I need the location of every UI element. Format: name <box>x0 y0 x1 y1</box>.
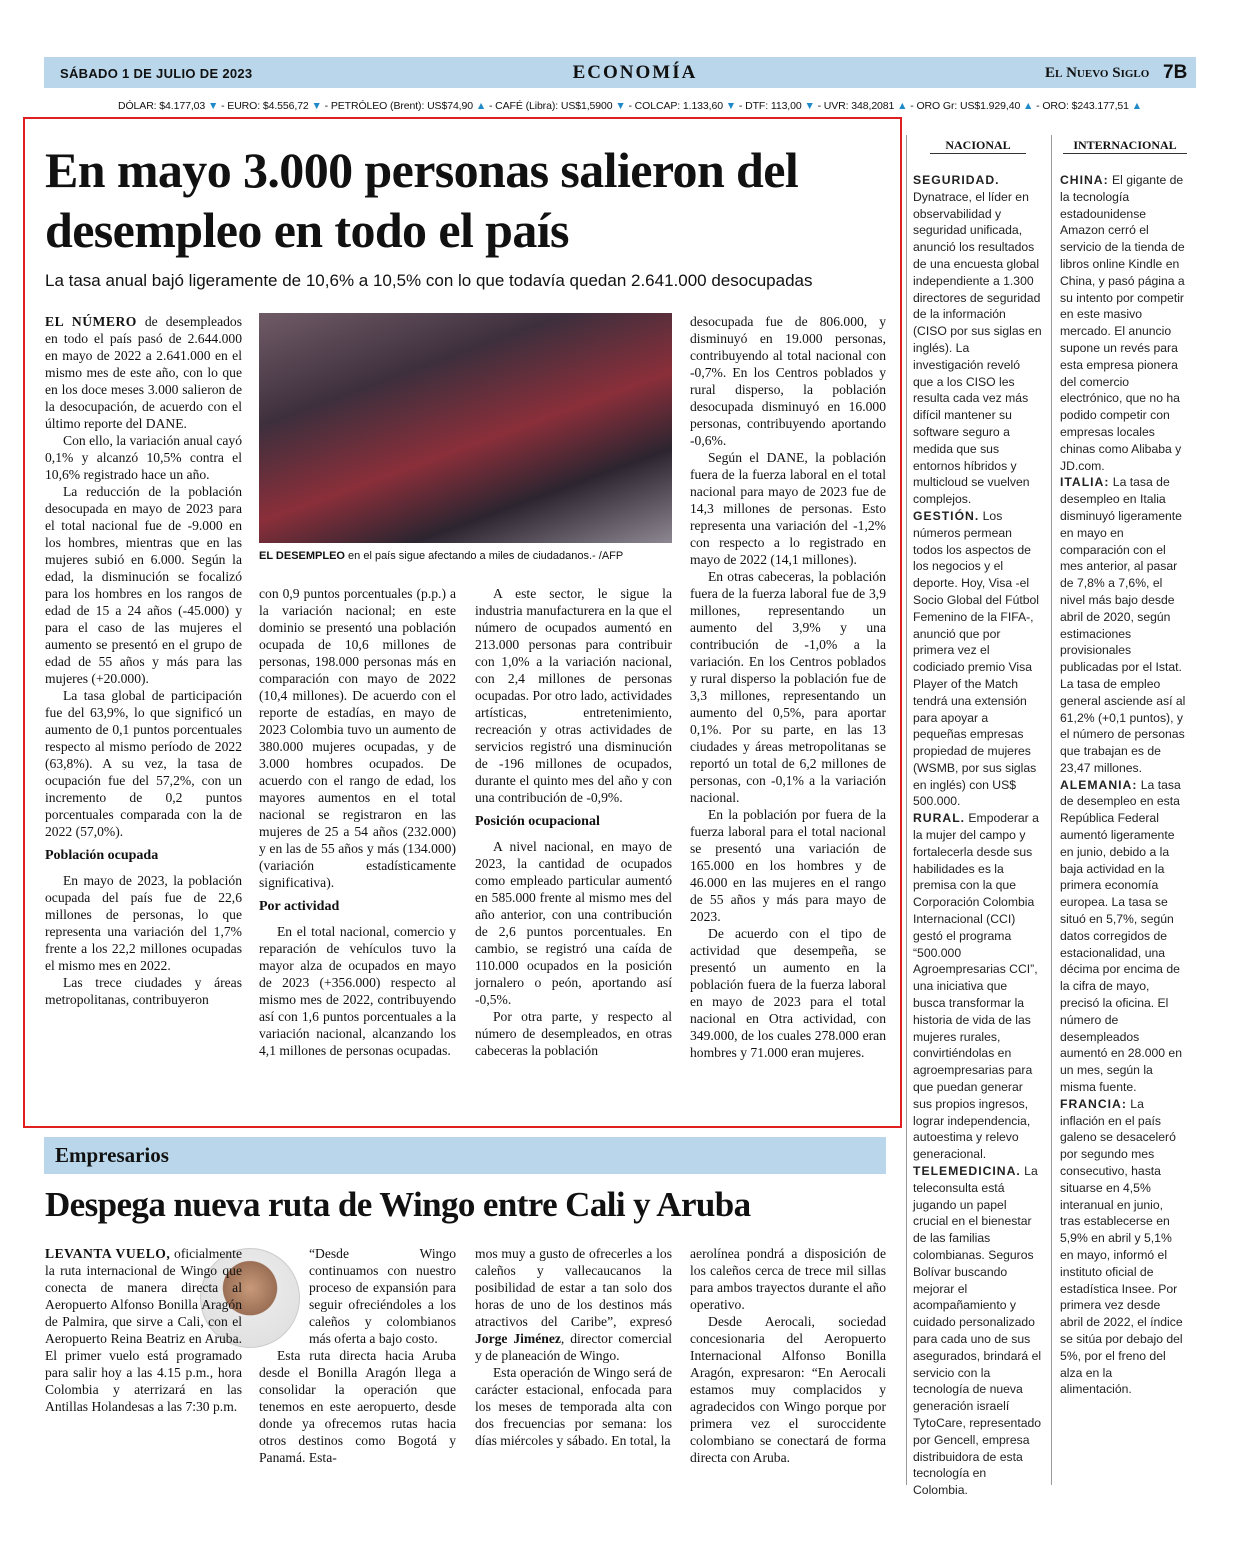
column-rule <box>1051 135 1052 1485</box>
paragraph: A este sector, le sigue la industria manufacturera en la que el número de ocupados aumentó en 213.000 personas para contribuir con 1,0% a la variación nacional, con 2,4 millones de personas ocupadas. Por otro lado, actividades artísticas, entretenimiento, recreación y otras actividades de servicios registró una disminución de -196 millones de ocupados, durante el quinto mes del año y con una contribución de -0,9%. <box>475 586 672 805</box>
article2-column-4 <box>690 1245 886 1466</box>
paragraph: A nivel nacional, en mayo de 2023, la cantidad de ocupados como empleado particular aumentó en 585.000 frente al mismo mes del año anterior, con una contribución de 2,6 puntos porcentuales. En cambio, se registró una caída de 110.000 ocupados en la posición jornalero o peón, aportando así -0,5%. <box>475 839 672 1007</box>
paragraph: En otras cabeceras, la población fuera de la fuerza laboral fue de 3,9 millones, representando un aumento del 3,9% y una contribución de -1,0% a la variación. En los Centros poblados y rural disperso la población fue de 3,3 millones, representando un aumento del 0,5%, para aportar 0,1%. Por su parte, en las 13 ciudades y áreas metropolitanas se reportó un total de 6,2 millones de personas, con -0,1% a la variación nacional. <box>690 569 886 805</box>
paragraph: En mayo de 2023, la población ocupada del país fue de 22,6 millones de personas, lo que representa una variación del 1,7% frente a los 22,2 millones ocupadas el mismo mes en 2022. <box>45 873 242 973</box>
paragraph: desocupada fue de 806.000, y disminuyó en 19.000 personas, contribuyendo al total nacional con -0,7%. En los Centros poblados y rural disperso, la población desocupada disminuyó en 16.000 personas, contribuyendo aportando -0,6%. <box>690 314 886 448</box>
brief-item: GESTIÓN. Los números permean todos los aspectos de los negocios y el deporte. Hoy, Visa -el Socio Global del Fútbol Femenino de la FIFA-, anunció que por primera vez el codiciado premio Visa Player of the Match tendrá una extensión para apoyar a pequeñas empresas propiedad de mujeres (WSMB, por sus siglas en inglés) con US$ 500.000. <box>913 508 1040 809</box>
section-name: ECONOMÍA <box>572 62 698 83</box>
page-number: 7B <box>1163 62 1188 83</box>
paragraph: con 0,9 puntos porcentuales (p.p.) a la variación nacional; en este dominio se presentó una población ocupada de 10,6 millones de personas, 198.000 personas más en comparación con mayo de 2022 (10,4 millones). De acuerdo con el reporte de estadías, en mayo de 2023 Colombia tuvo un aumento de 380.000 mujeres ocupadas, y de 3.000 hombres ocupados. De acuerdo con el rango de edad, los mayores aumentos en el total nacional se registraron en las mujeres de 25 a 54 años (232.000) y en las de 55 años y más (134.000) (variación estadísticamente significativa). <box>259 586 456 890</box>
article-column-4 <box>690 313 886 1061</box>
article2-column-2 <box>259 1245 456 1466</box>
ticker-item: - UVR: 348,2081 ▲ <box>817 100 908 112</box>
brief-item: SEGURIDAD. Dynatrace, el líder en observabilidad y seguridad unificada, anunció los resultados de una encuesta global independiente a 1.300 directores de seguridad de la información (CISO por sus siglas en inglés). La investigación reveló que a los CISO les resulta cada vez más difícil mantener su software seguro a medida que sus entornos híbridos y multicloud se vuelven complejos. <box>913 173 1042 507</box>
paragraph: Esta operación de Wingo será de carácter estacional, enfocada para los meses de temporada alta con dos frecuencias por semana: los días miércoles y sábado. En total, la <box>475 1365 672 1448</box>
issue-date: SÁBADO 1 DE JULIO DE 2023 <box>60 66 253 81</box>
article-headline: En mayo 3.000 personas salieron del desempleo en todo el país <box>45 142 799 258</box>
ticker-item: - DTF: 113,00 ▼ <box>738 100 815 112</box>
paragraph: EL NÚMERO de desempleados en todo el país pasó de 2.644.000 en mayo de 2022 a 2.641.000 en el mismo mes de este año, con lo que en los doce meses 3.000 salieron de la desocupación, de acuerdo con el último reporte del DANE. <box>45 314 242 431</box>
market-ticker <box>118 100 1148 112</box>
paragraph: Desde Aerocali, sociedad concesionaria del Aeropuerto Internacional Alfonso Bonilla Aragón, expresaron: “En Aerocali estamos muy complacidos y agradecidos con Wingo porque por primera vez el suroccidente colombiano se conectará de forma directa con Aruba. <box>690 1314 886 1465</box>
article-column-3 <box>475 585 672 1059</box>
paragraph: Con ello, la variación anual cayó 0,1% y alcanzó 10,5% contra el 10,6% registrado hace un año. <box>45 433 242 482</box>
article2-column-1 <box>45 1245 242 1415</box>
paragraph: aerolínea pondrá a disposición de los caleños cerca de trece mil sillas para ambos trayectos durante el año operativo. <box>690 1246 886 1312</box>
paragraph: La reducción de la población desocupada en mayo de 2023 para el total nacional fue de -9.000 en los hombres, mientras que en las mujeres subió en 6.000. Según la edad, la disminución se focalizó para los hombres en los rangos de edad de 15 a 24 años (-45.000) y para el caso de las mujeres el aumento se presentó en el grupo de edad de 55 años y más para las mujeres (+20.000). <box>45 484 242 686</box>
paragraph: La tasa global de participación fue del 63,9%, lo que significó un aumento de 0,1 puntos porcentuales respecto al mismo período de 2022 (63,8%). A su vez, la tasa de ocupación fue del 57,2%, con un incremento de 0,2 puntos porcentuales comparada con la de 2022 (57,0%). <box>45 688 242 839</box>
ticker-item: - ORO: $243.177,51 ▲ <box>1036 100 1143 112</box>
paragraph: Esta ruta directa hacia Aruba desde el Bonilla Aragón llega a consolidar la operación que tenemos en este aeropuerto, desde donde ya ofrecemos rutas hacia otros destinos como Bogotá y Panamá. Esta- <box>259 1348 456 1465</box>
column-rule <box>906 135 907 1485</box>
ticker-item: - PETRÓLEO (Brent): US$74,90 ▲ <box>324 100 487 112</box>
brief-item: ITALIA: La tasa de desempleo en Italia disminuyó ligeramente en mayo en comparación con el mes anterior, al pasar de 7,8% a 7,6%, el nivel más bajo desde abril de 2020, según estimaciones provisionales publicadas por el Istat. La tasa de empleo general asciende así al 61,2% (+0,1 puntos), y el número de personas que trabajan es de 23,47 millones. <box>1060 475 1186 775</box>
article2-column-3 <box>475 1245 672 1449</box>
internacional-heading: INTERNACIONAL <box>1063 138 1187 154</box>
paragraph: Según el DANE, la población fuera de la fuerza laboral en el total nacional para mayo de 2023 fue de 14,3 millones de personas. Esto representa una variación del -1,2% con respecto a lo registrado en mayo de 2022 (14,1 millones). <box>690 450 886 567</box>
article-column-2 <box>259 585 456 1059</box>
brief-item: TELEMEDICINA. La teleconsulta está jugando un papel crucial en el bienestar de las familias colombianas. Seguros Bolívar buscando mejorar el acompañamiento y cuidado personalizado para cada uno de sus asegurados, brindará el servicio con la tecnología de nueva generación israelí TytoCare, representado por Gencell, empresa distribuidora de esta tecnología en Colombia. <box>913 1164 1042 1498</box>
ticker-item: - EURO: $4.556,72 ▼ <box>221 100 322 112</box>
brief-item: ALEMANIA: La tasa de desempleo en esta República Federal aumentó ligeramente en junio, debido a la baja actividad en la primera economía europea. La tasa se situó en 5,7%, según datos corregidos de estacionalidad, una décima por encima de la cifra de mayo, precisó la oficina. El número de desempleados aumentó en 28.000 en un mes, según la misma fuente. <box>1060 777 1182 1095</box>
subheading: Por actividad <box>259 899 340 914</box>
section-label: Empresarios <box>55 1143 169 1167</box>
ticker-item: - COLCAP: 1.133,60 ▼ <box>628 100 737 112</box>
brief-item: CHINA: El gigante de la tecnología estadounidense Amazon cerró el servicio de la tienda de libros online Kindle en China, y pasó página a su intento por competir en este masivo mercado. El anuncio supone un revés para esta empresa pionera del comercio electrónico, que no ha podido competir con empresas locales chinas como Alibaba y JD.com. <box>1060 173 1185 473</box>
article-column-1 <box>45 313 242 1008</box>
paragraph: mos muy a gusto de ofrecerles a los caleños y vallecaucanos la posibilidad de estar a tan solo dos horas de uno de los destinos más atractivos del Caribe”, expresó Jorge Jiménez, director comercial y de planeación de Wingo. <box>475 1246 672 1363</box>
subheading: Población ocupada <box>45 848 159 863</box>
paragraph: Las trece ciudades y áreas metropolitanas, contribuyeron <box>45 975 242 1007</box>
paragraph: De acuerdo con el tipo de actividad que desempeña, se presentó un aumento en la población fuera de la fuerza laboral en mayo de 2023 para el total nacional en Otra actividad, con 349.000, de los cuales 278.000 eran hombres y 71.000 eran mujeres. <box>690 926 886 1060</box>
nacional-briefs <box>913 172 1042 1499</box>
newspaper-name: El Nuevo Siglo <box>1045 65 1150 81</box>
photo-caption: EL DESEMPLEO en el país sigue afectando a miles de ciudadanos.- /AFP <box>259 550 624 562</box>
ticker-item: - ORO Gr: US$1.929,40 ▲ <box>910 100 1034 112</box>
brief-item: FRANCIA: La inflación en el país galeno se desaceleró por segundo mes consecutivo, hasta situarse en 4,5% interanual en junio, tras establecerse en 5,9% en abril y 5,1% en mayo, informó el instituto oficial de estadística Insee. Por primera vez desde abril de 2022, el índice se sitúa por debajo del 5%, por el freno del alza en la alimentación. <box>1060 1096 1183 1397</box>
section-bar <box>44 1137 886 1174</box>
ticker-item: DÓLAR: $4.177,03 ▼ <box>118 100 219 112</box>
article-deck: La tasa anual bajó ligeramente de 10,6% a 10,5% con lo que todavía quedan 2.641.000 desocupadas <box>45 271 813 290</box>
paragraph: En la población por fuera de la fuerza laboral para el total nacional se presentó una variación de 165.000 en los hombres y de 46.000 en las mujeres en el rango de 55 años y más para mayo de 2023. <box>690 807 886 924</box>
paragraph: LEVANTA VUELO, oficialmente la ruta internacional de Wingo que conecta de manera directa al Aeropuerto Alfonso Bonilla Aragón de Palmira, que sirve a Cali, con el Aeropuerto Reina Beatriz en Aruba. El primer vuelo está programado para salir hoy a las 4.15 p.m., hora Colombia y aterrizará en las Antillas Holandesas a las 7:30 p.m. <box>45 1246 242 1414</box>
internacional-briefs <box>1060 172 1186 1398</box>
paragraph: En el total nacional, comercio y reparación de vehículos tuvo la mayor alza de ocupados en mayo de 2023 (+356.000) respecto al mismo mes de 2022, contribuyendo así con 1,6 puntos porcentuales a la variación nacional, alcanzando los 4,1 millones de personas ocupadas. <box>259 924 456 1058</box>
subheading: Posición ocupacional <box>475 814 600 829</box>
brief-item: RURAL. Empoderar a la mujer del campo y fortalecerla desde sus habilidades es la premisa con la que Corporación Colombia Internacional (CCI) gestó el programa “500.000 Agroempresarias CCI”, una iniciativa que busca transformar la historia de vida de las mujeres rurales, convirtiéndolas en agroempresarias para que puedan generar sus propios ingresos, lograr independencia, autoestima y relevo generacional. <box>913 811 1039 1162</box>
paragraph: Por otra parte, y respecto al número de desempleados, en otras cabeceras la población <box>475 1009 672 1058</box>
paragraph: “Desde Wingo continuamos con nuestro proceso de expansión para seguir ofreciéndoles a los caleños y colombianos más oferta a bajo costo. <box>309 1246 456 1346</box>
article-headline: Despega nueva ruta de Wingo entre Cali y Aruba <box>45 1185 751 1224</box>
ticker-item: - CAFÉ (Libra): US$1,5900 ▼ <box>488 100 626 112</box>
article-photo <box>259 313 672 543</box>
nacional-heading: NACIONAL <box>930 138 1026 154</box>
